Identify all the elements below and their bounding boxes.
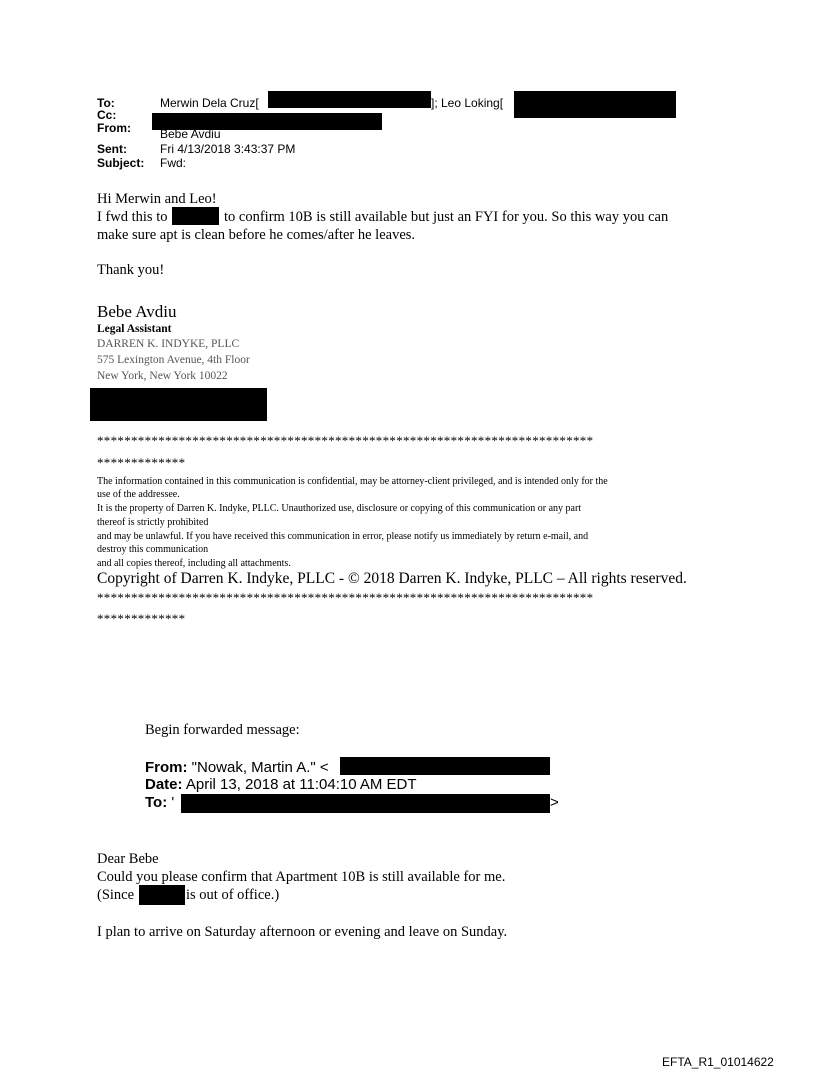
forwarded-from-value: "Nowak, Martin A." < bbox=[191, 759, 329, 776]
signature-name: Bebe Avdiu bbox=[97, 302, 177, 321]
original-line1: Could you please confirm that Apartment 10B is still available for me. bbox=[97, 869, 506, 885]
redaction-block bbox=[514, 91, 676, 118]
cc-label: Cc: bbox=[97, 108, 117, 122]
from-label: From: bbox=[97, 121, 131, 135]
subject-value: Fwd: bbox=[160, 156, 187, 170]
disclaimer-line: and may be unlawful. If you have received this communication in error, please notify us immediately by return e-mail, and bbox=[97, 531, 589, 542]
sent-value: Fri 4/13/2018 3:43:37 PM bbox=[160, 142, 296, 156]
redaction-block bbox=[90, 388, 267, 421]
forwarded-date-value: April 13, 2018 at 11:04:10 AM EDT bbox=[185, 776, 417, 793]
message-line1-start: I fwd this to bbox=[97, 209, 168, 225]
disclaimer-copyright: Copyright of Darren K. Indyke, PLLC - © 2018 Darren K. Indyke, PLLC – All rights reserved. bbox=[97, 570, 687, 587]
original-line2-end: is out of office.) bbox=[186, 887, 280, 903]
signature-address1: 575 Lexington Avenue, 4th Floor bbox=[97, 354, 250, 366]
message-line2: make sure apt is clean before he comes/after he leaves. bbox=[97, 227, 416, 243]
sent-label: Sent: bbox=[97, 142, 127, 156]
disclaimer-stars-top-2: ************* bbox=[97, 455, 186, 470]
message-thanks: Thank you! bbox=[97, 262, 165, 278]
disclaimer-stars-bottom-1: ************************************************************************* bbox=[97, 590, 594, 605]
disclaimer-stars-bottom-2: ************* bbox=[97, 611, 186, 626]
disclaimer-line: use of the addressee. bbox=[97, 489, 180, 500]
original-line2-start: (Since bbox=[97, 887, 135, 903]
original-line3: I plan to arrive on Saturday afternoon or evening and leave on Sunday. bbox=[97, 924, 508, 940]
redaction-block bbox=[139, 885, 185, 905]
redaction-block bbox=[172, 207, 219, 225]
forwarded-date-label: Date: bbox=[145, 776, 183, 793]
forwarded-from-row bbox=[145, 759, 329, 776]
message-greeting: Hi Merwin and Leo! bbox=[97, 191, 217, 207]
disclaimer-stars-top-1: ************************************************************************* bbox=[97, 433, 594, 448]
original-greeting: Dear Bebe bbox=[97, 851, 159, 867]
from-row bbox=[97, 122, 131, 135]
document-id: EFTA_R1_01014622 bbox=[662, 1055, 774, 1069]
forwarded-to-row bbox=[145, 794, 174, 811]
to-value-1: Merwin Dela Cruz[ bbox=[160, 96, 259, 110]
redaction-block bbox=[181, 794, 550, 813]
redaction-block bbox=[268, 91, 431, 108]
forwarded-date-row bbox=[145, 776, 417, 793]
to-label: To: bbox=[97, 96, 115, 110]
subject-label: Subject: bbox=[97, 156, 145, 170]
redaction-block bbox=[340, 757, 550, 775]
disclaimer-line: It is the property of Darren K. Indyke, PLLC. Unauthorized use, disclosure or copying of this communication or any part bbox=[97, 503, 582, 514]
signature-title: Legal Assistant bbox=[97, 323, 172, 335]
from-value: Bebe Avdiu bbox=[160, 127, 221, 141]
forwarded-to-label: To: bbox=[145, 794, 168, 811]
signature-firm: DARREN K. INDYKE, PLLC bbox=[97, 338, 240, 350]
forwarded-intro: Begin forwarded message: bbox=[145, 722, 300, 738]
sent-row bbox=[97, 143, 127, 156]
forwarded-from-label: From: bbox=[145, 759, 188, 776]
to-value-2: ]; Leo Loking[ bbox=[431, 96, 504, 110]
forwarded-to-value-close: > bbox=[550, 794, 559, 811]
message-line1-end: to confirm 10B is still available but just an FYI for you. So this way you can bbox=[224, 209, 669, 225]
subject-row bbox=[97, 157, 144, 170]
disclaimer-line: destroy this communication bbox=[97, 544, 209, 555]
signature-address2: New York, New York 10022 bbox=[97, 370, 228, 382]
forwarded-to-value-open: ' bbox=[171, 794, 175, 811]
disclaimer-line: thereof is strictly prohibited bbox=[97, 517, 209, 528]
disclaimer-line: and all copies thereof, including all attachments. bbox=[97, 558, 291, 569]
disclaimer-line: The information contained in this communication is confidential, may be attorney-client privileged, and is intended only for the bbox=[97, 476, 608, 487]
